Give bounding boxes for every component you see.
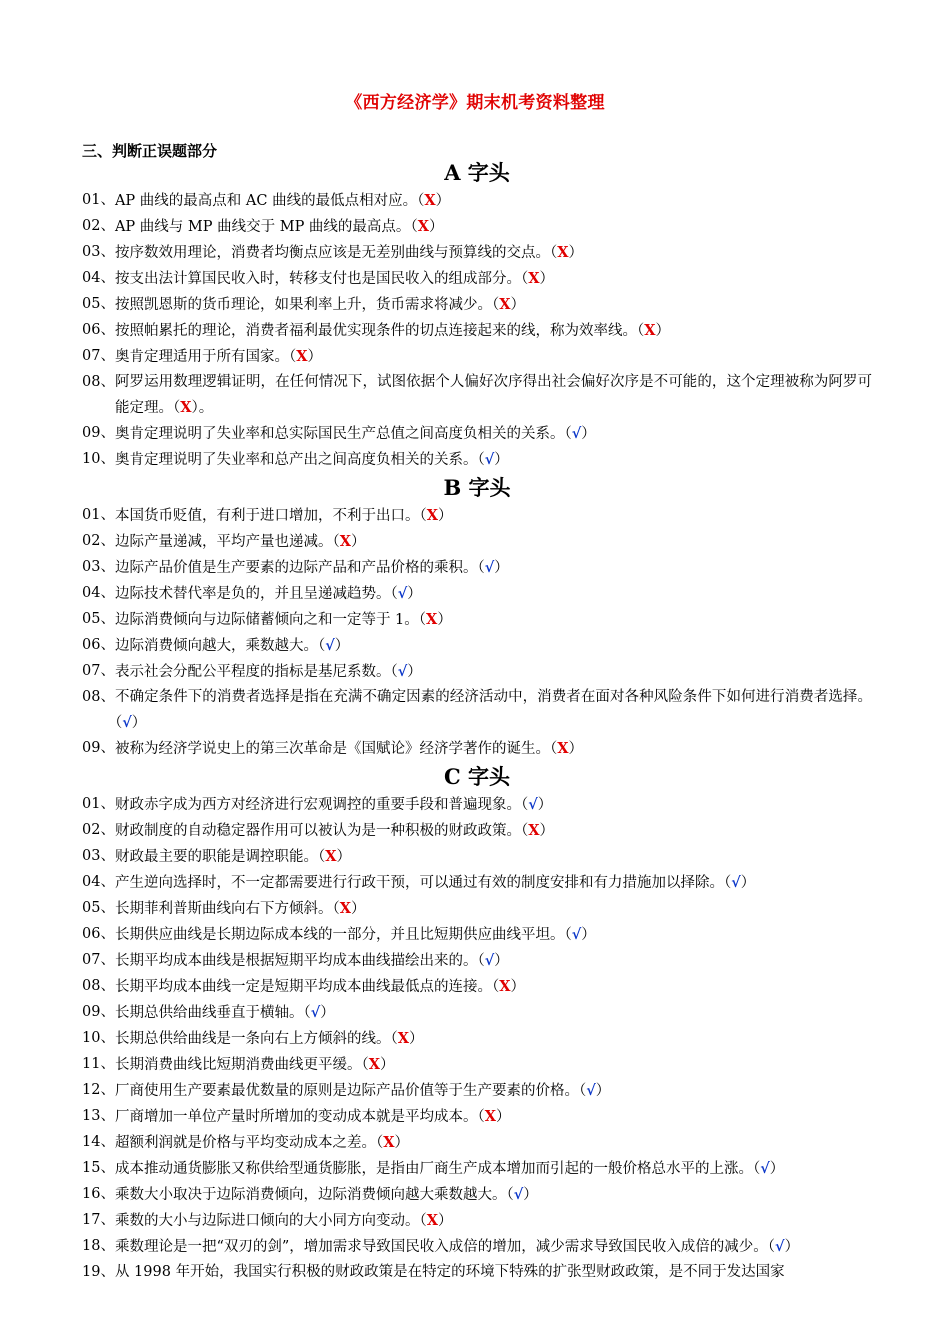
- question-text: 被称为经济学说史上的第三次革命是《国赋论》经济学著作的诞生。: [114, 741, 550, 757]
- question-body: [115, 503, 872, 529]
- check-mark-icon: √: [513, 1186, 524, 1203]
- question-number: 02、: [82, 218, 115, 234]
- question-body: [115, 870, 872, 896]
- answer-mark-group: （√）: [390, 585, 422, 602]
- question-item: [82, 870, 872, 896]
- group-header: B 字头: [443, 475, 511, 500]
- question-number: 08、: [82, 689, 115, 705]
- answer-mark-group: （X）: [491, 978, 525, 995]
- question-number: 03、: [82, 244, 115, 260]
- question-text: 长期平均成本曲线是根据短期平均成本曲线描绘出来的。: [114, 953, 478, 969]
- question-body: [115, 214, 872, 240]
- question-item: [82, 240, 872, 266]
- question-item: [82, 1104, 872, 1130]
- question-body: [115, 896, 872, 922]
- question-number: 09、: [82, 740, 115, 756]
- question-body: [115, 948, 872, 974]
- cross-mark-icon: X: [557, 244, 569, 261]
- question-list: [82, 158, 872, 1285]
- answer-mark-group: （√）: [564, 425, 596, 442]
- question-body: [115, 529, 872, 555]
- question-tail: 。: [198, 400, 214, 416]
- question-item: [82, 1156, 872, 1182]
- question-item: [82, 1078, 872, 1104]
- question-body: [115, 188, 872, 214]
- question-item: [82, 736, 872, 762]
- answer-mark-group: （√）: [390, 663, 422, 680]
- question-item: [82, 1234, 872, 1260]
- question-body: [115, 1078, 872, 1104]
- question-item: [82, 214, 872, 240]
- question-number: 16、: [82, 1186, 115, 1202]
- check-mark-icon: √: [731, 874, 741, 891]
- question-body: [115, 1260, 872, 1285]
- question-text: 从 1998 年开始，我国实行积极的财政政策是在特定的环境下特殊的扩张型财政政策，是不同于发达国家: [114, 1264, 785, 1280]
- question-body: [115, 1104, 872, 1130]
- check-mark-icon: √: [310, 1004, 321, 1021]
- question-item: [82, 292, 872, 318]
- answer-mark-group: （X）: [636, 322, 670, 339]
- cross-mark-icon: X: [180, 399, 192, 416]
- question-item: [82, 922, 872, 948]
- question-number: 04、: [82, 270, 115, 286]
- cross-mark-icon: X: [417, 218, 429, 235]
- question-text: AP 曲线的最高点和 AC 曲线的最低点相对应。: [114, 193, 418, 209]
- question-body: [115, 1182, 872, 1208]
- question-body: [115, 555, 872, 581]
- question-text: 边际产量递减，平均产量也递减。: [114, 534, 333, 550]
- answer-mark-group: （√）: [477, 559, 509, 576]
- question-number: 18、: [82, 1238, 115, 1254]
- cross-mark-icon: X: [296, 348, 308, 365]
- question-body: [115, 318, 872, 344]
- check-mark-icon: √: [528, 796, 538, 813]
- cross-mark-icon: X: [424, 192, 436, 209]
- cross-mark-icon: X: [426, 611, 438, 628]
- question-item: [82, 633, 872, 659]
- question-text: 乘数理论是一把“双刃的剑”，增加需求导致国民收入成倍的增加，减少需求导致国民收入成倍的减少。: [114, 1239, 768, 1255]
- answer-mark-group: （X）: [390, 1030, 424, 1047]
- answer-mark-group: （√）: [723, 874, 756, 891]
- cross-mark-icon: X: [339, 900, 351, 917]
- cross-mark-icon: X: [426, 1212, 438, 1229]
- answer-mark-group: （X）: [375, 1134, 409, 1151]
- answer-mark-group: （X）: [520, 270, 554, 287]
- question-number: 01、: [82, 507, 115, 523]
- question-number: 10、: [82, 451, 115, 467]
- question-text: 产生逆向选择时，不一定都需要进行行政干预，可以通过有效的制度安排和有力措施加以择除。: [114, 875, 724, 891]
- question-text: 本国货币贬值，有利于进口增加，不利于出口。: [114, 508, 420, 524]
- cross-mark-icon: X: [484, 1108, 496, 1125]
- question-item: [82, 447, 872, 473]
- question-number: 05、: [82, 611, 115, 627]
- question-text: 不确定条件下的消费者选择是指在充满不确定因素的经济活动中，消费者在面对各种风险条件下如何进行消费者选择。: [114, 689, 872, 705]
- question-text: 长期总供给曲线是一条向右上方倾斜的线。: [114, 1031, 391, 1047]
- question-body: [115, 266, 872, 292]
- question-body: [115, 1026, 872, 1052]
- answer-mark-group: （√）: [520, 796, 553, 813]
- question-text: 乘数的大小与边际进口倾向的大小同方向变动。: [114, 1213, 420, 1229]
- cross-mark-icon: X: [339, 533, 351, 550]
- answer-mark-group: （√）: [767, 1238, 800, 1255]
- check-mark-icon: √: [484, 952, 495, 969]
- question-body: [115, 292, 872, 318]
- question-body: [115, 1208, 872, 1234]
- question-body: [115, 633, 872, 659]
- question-number: 01、: [82, 192, 115, 208]
- cross-mark-icon: X: [557, 740, 569, 757]
- question-item: [82, 266, 872, 292]
- question-number: 10、: [82, 1030, 115, 1046]
- question-item: [82, 370, 872, 421]
- answer-mark-group: （X）: [288, 348, 322, 365]
- question-text: 厂商增加一单位产量时所增加的变动成本就是平均成本。: [114, 1109, 478, 1125]
- question-text: 按照凯恩斯的货币理论，如果利率上升，货币需求将减少。: [114, 297, 492, 313]
- question-number: 08、: [82, 374, 115, 390]
- question-text: 按照帕累托的理论，消费者福利最优实现条件的切点连接起来的线，称为效率线。: [114, 323, 637, 339]
- check-mark-icon: √: [571, 425, 582, 442]
- answer-mark-group: （√）: [303, 1004, 335, 1021]
- cross-mark-icon: X: [426, 507, 438, 524]
- question-number: 07、: [82, 348, 115, 364]
- question-number: 03、: [82, 559, 115, 575]
- question-text: 边际产品价值是生产要素的边际产品和产品价格的乘积。: [114, 560, 478, 576]
- question-body: [115, 1156, 872, 1182]
- question-item: [82, 1182, 872, 1208]
- question-number: 05、: [82, 900, 115, 916]
- cross-mark-icon: X: [383, 1134, 395, 1151]
- answer-mark-group: （X）: [549, 244, 583, 261]
- answer-mark-group: （√）: [317, 637, 350, 654]
- question-item: [82, 188, 872, 214]
- question-number: 19、: [82, 1264, 115, 1280]
- question-item: [82, 529, 872, 555]
- question-body: [115, 685, 872, 736]
- question-text: 财政制度的自动稳定器作用可以被认为是一种积极的财政政策。: [114, 823, 521, 839]
- question-number: 09、: [82, 1004, 115, 1020]
- answer-mark-group: （√）: [114, 714, 147, 731]
- check-mark-icon: √: [571, 926, 582, 943]
- question-text: 按序数效用理论，消费者均衡点应该是无差别曲线与预算线的交点。: [114, 245, 550, 261]
- question-text: 长期供应曲线是长期边际成本线的一部分，并且比短期供应曲线平坦。: [114, 927, 565, 943]
- question-item: [82, 503, 872, 529]
- question-body: [115, 1052, 872, 1078]
- question-text: 奥肯定理说明了失业率和总实际国民生产总值之间高度负相关的关系。: [114, 426, 565, 442]
- cross-mark-icon: X: [499, 296, 511, 313]
- answer-mark-group: （X）: [317, 848, 351, 865]
- question-number: 11、: [82, 1056, 115, 1072]
- question-number: 14、: [82, 1134, 115, 1150]
- question-number: 04、: [82, 874, 115, 890]
- answer-mark-group: （X）: [418, 611, 452, 628]
- question-number: 02、: [82, 533, 115, 549]
- question-text: 边际消费倾向越大，乘数越大。: [114, 638, 318, 654]
- question-number: 17、: [82, 1212, 115, 1228]
- question-number: 09、: [82, 425, 115, 441]
- answer-mark-group: （√）: [578, 1082, 611, 1099]
- answer-mark-group: （X）: [361, 1056, 395, 1073]
- question-body: [115, 240, 872, 266]
- cross-mark-icon: X: [397, 1030, 409, 1047]
- answer-mark-group: （X）: [549, 740, 583, 757]
- cross-mark-icon: X: [368, 1056, 380, 1073]
- question-text: AP 曲线与 MP 曲线交于 MP 曲线的最高点。: [114, 219, 411, 235]
- question-number: 02、: [82, 822, 115, 838]
- question-text: 超额利润就是价格与平均变动成本之差。: [114, 1135, 376, 1151]
- answer-mark-group: （X）: [332, 533, 366, 550]
- question-text: 边际技术替代率是负的，并且呈递减趋势。: [114, 586, 391, 602]
- question-body: [115, 659, 872, 685]
- check-mark-icon: √: [484, 451, 495, 468]
- check-mark-icon: √: [122, 714, 132, 731]
- document-title: 《西方经济学》期末机考资料整理: [345, 93, 605, 113]
- answer-mark-group: （X）: [417, 192, 451, 209]
- question-body: [115, 447, 872, 473]
- question-text: 厂商使用生产要素最优数量的原则是边际产品价值等于生产要素的价格。: [114, 1083, 579, 1099]
- question-item: [82, 1000, 872, 1026]
- question-text: 乘数大小取决于边际消费倾向，边际消费倾向越大乘数越大。: [114, 1187, 507, 1203]
- question-text: 奥肯定理说明了失业率和总产出之间高度负相关的关系。: [114, 452, 478, 468]
- question-text: 成本推动通货膨胀又称供给型通货膨胀，是指由厂商生产成本增加而引起的一般价格总水平的上涨。: [114, 1161, 753, 1177]
- question-number: 03、: [82, 848, 115, 864]
- question-body: [115, 844, 872, 870]
- check-mark-icon: √: [397, 585, 408, 602]
- answer-mark-group: （√）: [506, 1186, 538, 1203]
- group-header: A 字头: [444, 160, 510, 185]
- cross-mark-icon: X: [499, 978, 511, 995]
- question-item: [82, 1208, 872, 1234]
- question-number: 13、: [82, 1108, 115, 1124]
- question-body: [115, 1130, 872, 1156]
- answer-mark-group: （X）: [419, 507, 453, 524]
- question-body: [115, 370, 872, 421]
- question-text: 长期平均成本曲线一定是短期平均成本曲线最低点的连接。: [114, 979, 492, 995]
- question-number: 04、: [82, 585, 115, 601]
- question-number: 15、: [82, 1160, 115, 1176]
- answer-mark-group: （√）: [752, 1160, 785, 1177]
- question-item: [82, 659, 872, 685]
- question-number: 05、: [82, 296, 115, 312]
- answer-mark-group: （X）: [491, 296, 525, 313]
- question-item: [82, 1052, 872, 1078]
- question-text: 阿罗运用数理逻辑证明，在任何情况下，试图依据个人偏好次序得出社会偏好次序是不可能的，这个定理被称为阿罗可能定理。: [114, 374, 872, 416]
- question-item: [82, 792, 872, 818]
- cross-mark-icon: X: [325, 848, 337, 865]
- question-item: [82, 948, 872, 974]
- check-mark-icon: √: [484, 559, 495, 576]
- answer-mark-group: （X）: [520, 822, 554, 839]
- check-mark-icon: √: [397, 663, 408, 680]
- answer-mark-group: （√）: [477, 952, 509, 969]
- cross-mark-icon: X: [644, 322, 656, 339]
- question-item: [82, 344, 872, 370]
- question-item: [82, 896, 872, 922]
- question-item: [82, 555, 872, 581]
- question-number: 07、: [82, 952, 115, 968]
- answer-mark-group: （√）: [564, 926, 596, 943]
- answer-mark-group: （X）: [410, 218, 444, 235]
- answer-mark-group: （X）: [332, 900, 366, 917]
- question-number: 08、: [82, 978, 115, 994]
- question-item: [82, 844, 872, 870]
- question-number: 12、: [82, 1082, 115, 1098]
- question-body: [115, 344, 872, 370]
- question-text: 奥肯定理适用于所有国家。: [114, 349, 289, 365]
- section-heading: 三、判断正误题部分: [82, 142, 218, 160]
- question-item: [82, 974, 872, 1000]
- question-item: [82, 1026, 872, 1052]
- question-text: 表示社会分配公平程度的指标是基尼系数。: [114, 664, 391, 680]
- question-body: [115, 792, 872, 818]
- question-text: 财政赤字成为西方对经济进行宏观调控的重要手段和普遍现象。: [114, 797, 521, 813]
- answer-mark-group: （X）。: [172, 399, 214, 416]
- question-item: [82, 1130, 872, 1156]
- question-number: 01、: [82, 796, 115, 812]
- question-number: 06、: [82, 926, 115, 942]
- check-mark-icon: √: [775, 1238, 785, 1255]
- question-item: [82, 685, 872, 736]
- question-item: [82, 581, 872, 607]
- question-text: 边际消费倾向与边际储蓄倾向之和一定等于 1。: [114, 612, 419, 628]
- check-mark-icon: √: [760, 1160, 770, 1177]
- question-item: [82, 818, 872, 844]
- group-header: C 字头: [443, 764, 511, 789]
- question-item: [82, 1260, 872, 1285]
- question-body: [115, 818, 872, 844]
- check-mark-icon: √: [325, 637, 335, 654]
- question-text: 长期菲利普斯曲线向右下方倾斜。: [114, 901, 333, 917]
- question-body: [115, 421, 872, 447]
- question-body: [115, 736, 872, 762]
- question-text: 长期消费曲线比短期消费曲线更平缓。: [114, 1057, 362, 1073]
- question-body: [115, 1234, 872, 1260]
- check-mark-icon: √: [586, 1082, 596, 1099]
- answer-mark-group: （X）: [419, 1212, 453, 1229]
- question-body: [115, 607, 872, 633]
- question-number: 06、: [82, 637, 115, 653]
- question-text: 按支出法计算国民收入时，转移支付也是国民收入的组成部分。: [114, 271, 521, 287]
- question-body: [115, 974, 872, 1000]
- answer-mark-group: （√）: [477, 451, 509, 468]
- question-number: 07、: [82, 663, 115, 679]
- question-text: 财政最主要的职能是调控职能。: [114, 849, 318, 865]
- answer-mark-group: （X）: [477, 1108, 511, 1125]
- question-item: [82, 607, 872, 633]
- question-body: [115, 581, 872, 607]
- question-body: [115, 922, 872, 948]
- question-item: [82, 421, 872, 447]
- cross-mark-icon: X: [528, 270, 540, 287]
- cross-mark-icon: X: [528, 822, 540, 839]
- question-item: [82, 318, 872, 344]
- question-number: 06、: [82, 322, 115, 338]
- question-text: 长期总供给曲线垂直于横轴。: [114, 1005, 304, 1021]
- question-body: [115, 1000, 872, 1026]
